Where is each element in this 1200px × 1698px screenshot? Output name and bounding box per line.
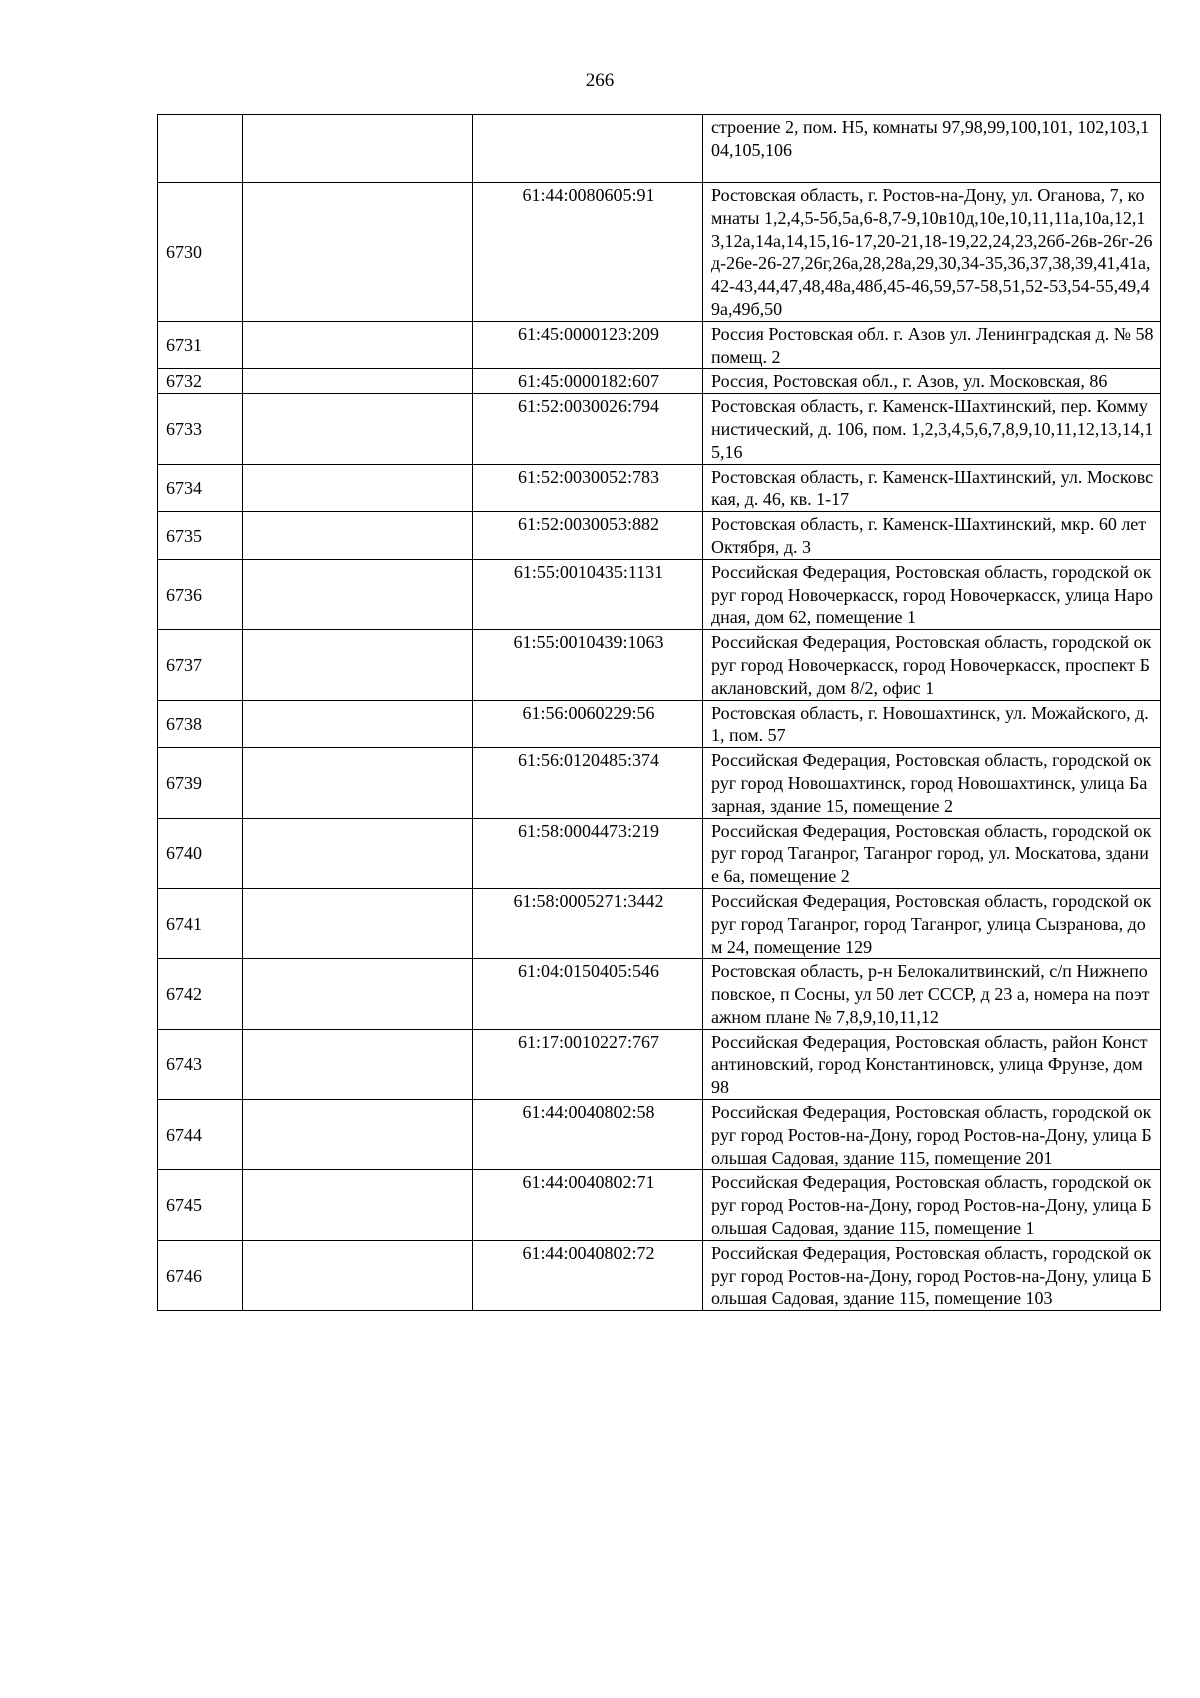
address-cell: Российская Федерация, Ростовская область, городской округ город Новошахтинск, город Новошахтинск, улица Базарная, здание 15, помещение 2 <box>703 748 1161 818</box>
table-row <box>158 700 1161 748</box>
row-number-cell: 6739 <box>158 748 243 818</box>
address-cell: Россия Ростовская обл. г. Азов ул. Ленинградская д. № 58 помещ. 2 <box>703 321 1161 369</box>
table-row <box>158 394 1161 464</box>
table-row-continued <box>158 115 1161 183</box>
empty-cell <box>243 464 473 512</box>
row-number-cell: 6737 <box>158 630 243 700</box>
cadastral-number-cell: 61:44:0080605:91 <box>473 183 703 322</box>
table-row <box>158 1170 1161 1240</box>
table-row <box>158 464 1161 512</box>
empty-cell <box>243 369 473 394</box>
table-row <box>158 818 1161 888</box>
cadastral-number-cell: 61:17:0010227:767 <box>473 1029 703 1099</box>
empty-cell <box>243 959 473 1029</box>
cadastral-number-cell: 61:44:0040802:58 <box>473 1100 703 1170</box>
address-cell: Ростовская область, г. Каменск-Шахтинский, ул. Московская, д. 46, кв. 1-17 <box>703 464 1161 512</box>
cadastral-number-cell: 61:52:0030053:882 <box>473 512 703 560</box>
cadastral-number-cell <box>473 115 703 183</box>
address-cell: Ростовская область, г. Каменск-Шахтинский, пер. Коммунистический, д. 106, пом. 1,2,3,4,5,6,7,8,9,10,11,12,13,14,15,16 <box>703 394 1161 464</box>
empty-cell <box>243 183 473 322</box>
page-number: 266 <box>585 70 615 91</box>
row-number-cell: 6741 <box>158 888 243 958</box>
address-cell: Российская Федерация, Ростовская область, городской округ город Ростов-на-Дону, город Ростов-на-Дону, улица Большая Садовая, здание 115, помещение 1 <box>703 1170 1161 1240</box>
address-cell: Российская Федерация, Ростовская область, городской округ город Новочеркасск, город Новочеркасск, проспект Баклановский, дом 8/2, офис 1 <box>703 630 1161 700</box>
address-cell: строение 2, пом. Н5, комнаты 97,98,99,100,101, 102,103,104,105,106 <box>703 115 1161 183</box>
table-row <box>158 559 1161 629</box>
table-row <box>158 1100 1161 1170</box>
empty-cell <box>243 888 473 958</box>
address-cell: Ростовская область, г. Ростов-на-Дону, ул. Оганова, 7, комнаты 1,2,4,5-5б,5а,6-8,7-9,10в10д,10е,10,11,11а,10а,12,13,12а,14а,14,15,16-17,20-21,18-19,22,24,23,26б-26в-26г-26д-26е-26-27,26г,26а,28,28а,29,30,34-35,36,37,38,39,41,41а,42-43,44,47,48,48а,48б,45-46,59,57-58,51,52-53,54-55,49,49а,49б,50 <box>703 183 1161 322</box>
table-row <box>158 369 1161 394</box>
empty-cell <box>243 1100 473 1170</box>
row-number-cell: 6742 <box>158 959 243 1029</box>
row-number-cell: 6746 <box>158 1240 243 1310</box>
cadastral-number-cell: 61:58:0005271:3442 <box>473 888 703 958</box>
empty-cell <box>243 700 473 748</box>
address-cell: Ростовская область, г. Новошахтинск, ул. Можайского, д. 1, пом. 57 <box>703 700 1161 748</box>
row-number-cell: 6732 <box>158 369 243 394</box>
address-cell: Российская Федерация, Ростовская область, городской округ город Таганрог, город Таганрог, улица Сызранова, дом 24, помещение 129 <box>703 888 1161 958</box>
empty-cell <box>243 1240 473 1310</box>
row-number-cell: 6738 <box>158 700 243 748</box>
empty-cell <box>243 630 473 700</box>
empty-cell <box>243 748 473 818</box>
cadastral-number-cell: 61:45:0000123:209 <box>473 321 703 369</box>
row-number-cell: 6731 <box>158 321 243 369</box>
cadastral-number-cell: 61:55:0010435:1131 <box>473 559 703 629</box>
empty-cell <box>243 818 473 888</box>
row-number-cell: 6745 <box>158 1170 243 1240</box>
table-row <box>158 630 1161 700</box>
address-cell: Россия, Ростовская обл., г. Азов, ул. Московская, 86 <box>703 369 1161 394</box>
empty-cell <box>243 1029 473 1099</box>
row-number-cell: 6733 <box>158 394 243 464</box>
row-number-cell <box>158 115 243 183</box>
registry-table-body <box>158 115 1161 1311</box>
address-cell: Российская Федерация, Ростовская область, городской округ город Новочеркасск, город Новочеркасск, улица Народная, дом 62, помещение 1 <box>703 559 1161 629</box>
cadastral-number-cell: 61:58:0004473:219 <box>473 818 703 888</box>
row-number-cell: 6736 <box>158 559 243 629</box>
cadastral-number-cell: 61:52:0030052:783 <box>473 464 703 512</box>
cadastral-number-cell: 61:56:0120485:374 <box>473 748 703 818</box>
row-number-cell: 6730 <box>158 183 243 322</box>
row-number-cell: 6743 <box>158 1029 243 1099</box>
address-cell: Российская Федерация, Ростовская область, городской округ город Таганрог, Таганрог город, ул. Москатова, здание 6а, помещение 2 <box>703 818 1161 888</box>
address-cell: Российская Федерация, Ростовская область, городской округ город Ростов-на-Дону, город Ростов-на-Дону, улица Большая Садовая, здание 115, помещение 201 <box>703 1100 1161 1170</box>
row-number-cell: 6744 <box>158 1100 243 1170</box>
row-number-cell: 6734 <box>158 464 243 512</box>
cadastral-number-cell: 61:56:0060229:56 <box>473 700 703 748</box>
address-cell: Ростовская область, р-н Белокалитвинский, с/п Нижнепоповское, п Сосны, ул 50 лет СССР, д 23 а, номера на поэтажном плане № 7,8,9,10,11,12 <box>703 959 1161 1029</box>
cadastral-number-cell: 61:04:0150405:546 <box>473 959 703 1029</box>
cadastral-number-cell: 61:44:0040802:71 <box>473 1170 703 1240</box>
table-row <box>158 1029 1161 1099</box>
cadastral-number-cell: 61:55:0010439:1063 <box>473 630 703 700</box>
cadastral-number-cell: 61:52:0030026:794 <box>473 394 703 464</box>
empty-cell <box>243 1170 473 1240</box>
address-cell: Ростовская область, г. Каменск-Шахтинский, мкр. 60 лет Октября, д. 3 <box>703 512 1161 560</box>
table-row <box>158 1240 1161 1310</box>
cadastral-number-cell: 61:44:0040802:72 <box>473 1240 703 1310</box>
row-number-cell: 6735 <box>158 512 243 560</box>
address-cell: Российская Федерация, Ростовская область, район Константиновский, город Константиновск, улица Фрунзе, дом 98 <box>703 1029 1161 1099</box>
empty-cell <box>243 559 473 629</box>
cadastral-number-cell: 61:45:0000182:607 <box>473 369 703 394</box>
registry-table <box>157 114 1161 1311</box>
table-row <box>158 321 1161 369</box>
empty-cell <box>243 394 473 464</box>
table-row <box>158 888 1161 958</box>
address-cell: Российская Федерация, Ростовская область, городской округ город Ростов-на-Дону, город Ростов-на-Дону, улица Большая Садовая, здание 115, помещение 103 <box>703 1240 1161 1310</box>
row-number-cell: 6740 <box>158 818 243 888</box>
empty-cell <box>243 321 473 369</box>
table-row <box>158 748 1161 818</box>
empty-cell <box>243 115 473 183</box>
empty-cell <box>243 512 473 560</box>
table-row <box>158 959 1161 1029</box>
table-row <box>158 183 1161 322</box>
table-row <box>158 512 1161 560</box>
